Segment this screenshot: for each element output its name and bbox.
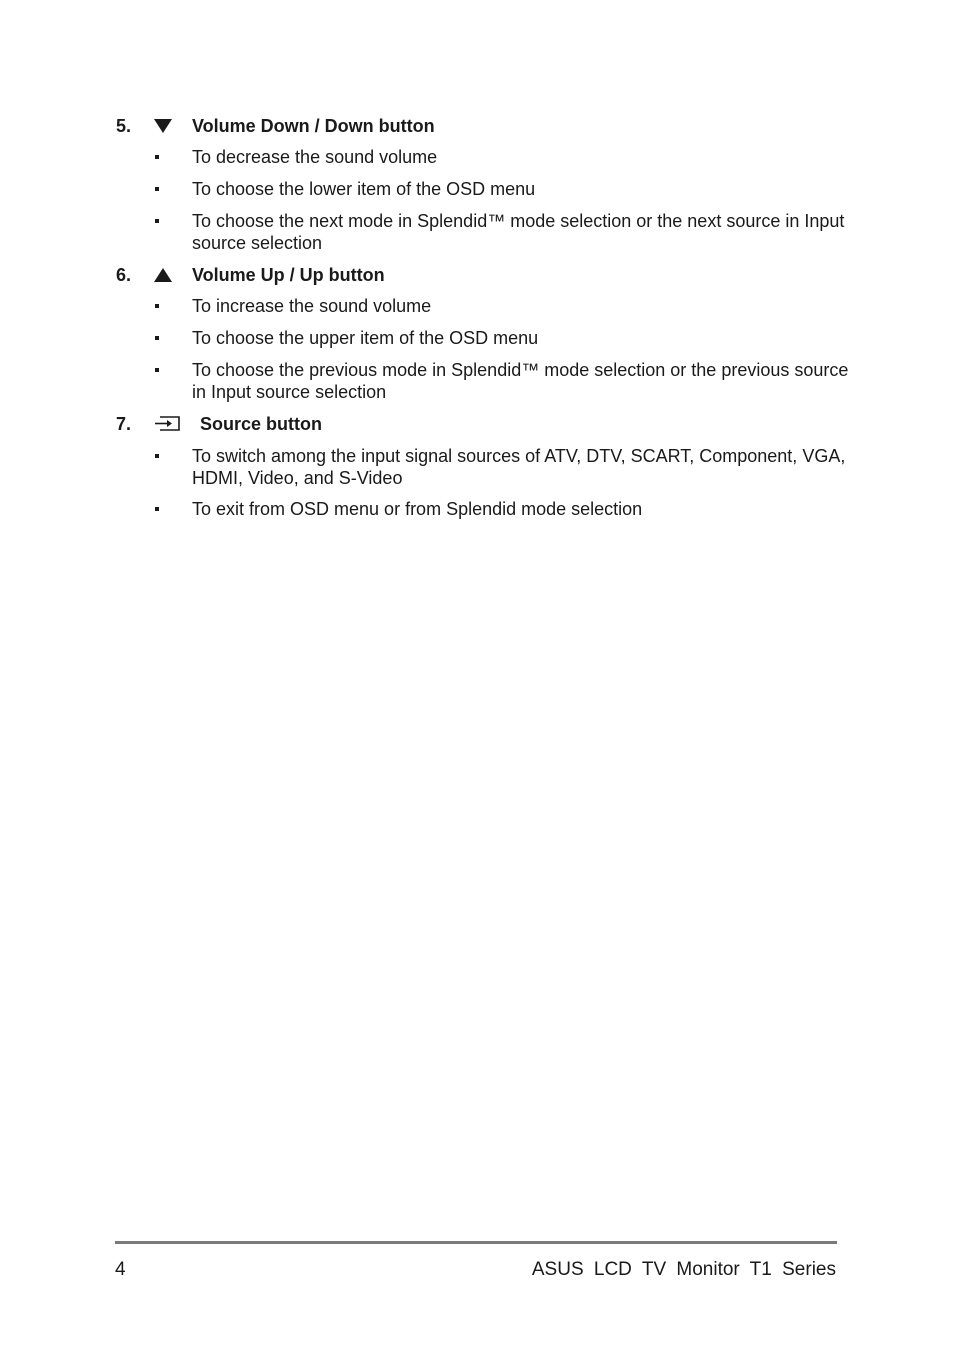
list-item-text: To decrease the sound volume xyxy=(192,147,438,167)
footer-divider xyxy=(115,1241,837,1244)
section-number: 6. xyxy=(116,265,132,285)
list-item-text: To choose the upper item of the OSD menu xyxy=(192,328,539,348)
section-title: Source button xyxy=(200,414,322,434)
list-item-text: To choose the next mode in Splendid™ mode selection or the next source in Input source selection xyxy=(192,211,845,253)
list-item-text: To exit from OSD menu or from Splendid mode selection xyxy=(192,499,643,519)
section-heading xyxy=(0,263,954,287)
page-number: 4 xyxy=(115,1259,126,1280)
list-item-text: To switch among the input signal sources of ATV, DTV, SCART, Component, VGA, HDMI, Video, and S-Video xyxy=(192,446,846,488)
section-number: 7. xyxy=(116,414,132,434)
triangle-down-icon xyxy=(154,114,184,138)
list-item-text: To choose the lower item of the OSD menu xyxy=(192,179,536,199)
footer-title: ASUS LCD TV Monitor T1 Series xyxy=(531,1259,836,1280)
source-input-icon xyxy=(154,412,184,436)
triangle-up-icon xyxy=(154,263,184,287)
section-title: Volume Up / Up button xyxy=(192,265,385,285)
section-title: Volume Down / Down button xyxy=(192,116,435,136)
section-heading xyxy=(0,412,954,436)
list-item-text: To choose the previous mode in Splendid™ mode selection or the previous source in Input source selection xyxy=(192,360,849,402)
section-number: 5. xyxy=(116,116,132,136)
list-item-text: To increase the sound volume xyxy=(192,296,432,316)
section-heading xyxy=(0,114,954,138)
